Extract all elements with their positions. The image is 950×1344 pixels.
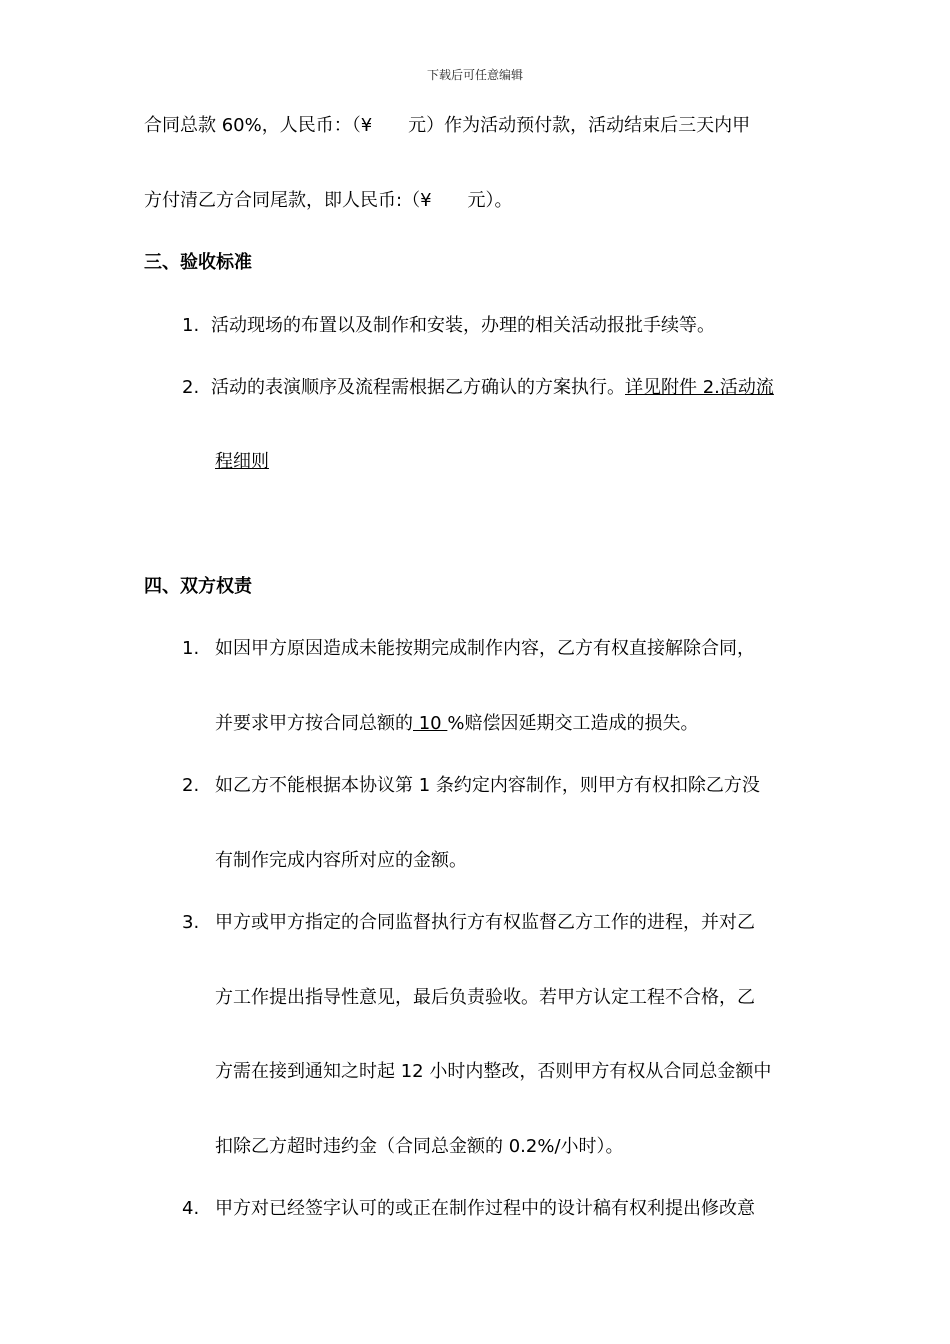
s3-item-2-main: 活动的表演顺序及流程需根据乙方确认的方案执行。: [211, 377, 625, 398]
s4-item-2-line-2: 有制作完成内容所对应的金额。: [215, 850, 467, 871]
s3-item-2-number: 2.: [182, 377, 200, 398]
s4-item-1-percent-value: 10: [413, 713, 448, 734]
s4-item-1-line-2: [215, 712, 698, 736]
s4-item-2-number: 2.: [182, 775, 200, 796]
payment-line-1: 合同总款 60%，人民币：（¥ 元）作为活动预付款，活动结束后三天内甲: [144, 115, 751, 136]
s4-item-4-line-1: 甲方对已经签字认可的或正在制作过程中的设计稿有权利提出修改意: [215, 1198, 755, 1219]
s4-item-1-number: 1.: [182, 638, 200, 659]
s3-item-1-number: 1.: [182, 315, 200, 336]
s3-item-1-text: 活动现场的布置以及制作和安装，办理的相关活动报批手续等。: [211, 315, 715, 336]
s4-item-1-line-1: 如因甲方原因造成未能按期完成制作内容，乙方有权直接解除合同，: [215, 638, 755, 659]
s3-item-2-text: [211, 376, 774, 400]
s4-item-3-line-4: 扣除乙方超时违约金（合同总金额的 0.2%/小时）。: [215, 1136, 624, 1157]
s4-item-3-line-2: 方工作提出指导性意见，最后负责验收。若甲方认定工程不合格，乙: [215, 987, 755, 1008]
s4-item-3-line-1: 甲方或甲方指定的合同监督执行方有权监督乙方工作的进程，并对乙: [215, 912, 755, 933]
section-3-title: 三、验收标准: [144, 252, 252, 273]
section-4-title: 四、双方权责: [144, 576, 252, 597]
s3-item-2-link-part1: 详见附件 2.活动流: [625, 377, 774, 398]
s4-item-2-line-1: 如乙方不能根据本协议第 1 条约定内容制作，则甲方有权扣除乙方没: [215, 775, 760, 796]
s4-item-1-line-2-pre: 并要求甲方按合同总额的: [215, 713, 413, 734]
s4-item-1-line-2-post: %赔偿因延期交工造成的损失。: [447, 713, 699, 734]
page-header: 下载后可任意编辑: [426, 68, 523, 82]
payment-line-2: 方付清乙方合同尾款，即人民币:（¥ 元）。: [144, 190, 513, 211]
s4-item-4-number: 4.: [182, 1198, 200, 1219]
s3-item-2-link-part2: 程细则: [215, 451, 269, 472]
s4-item-3-line-3: 方需在接到通知之时起 12 小时内整改，否则甲方有权从合同总金额中: [215, 1061, 772, 1082]
s4-item-3-number: 3.: [182, 912, 200, 933]
